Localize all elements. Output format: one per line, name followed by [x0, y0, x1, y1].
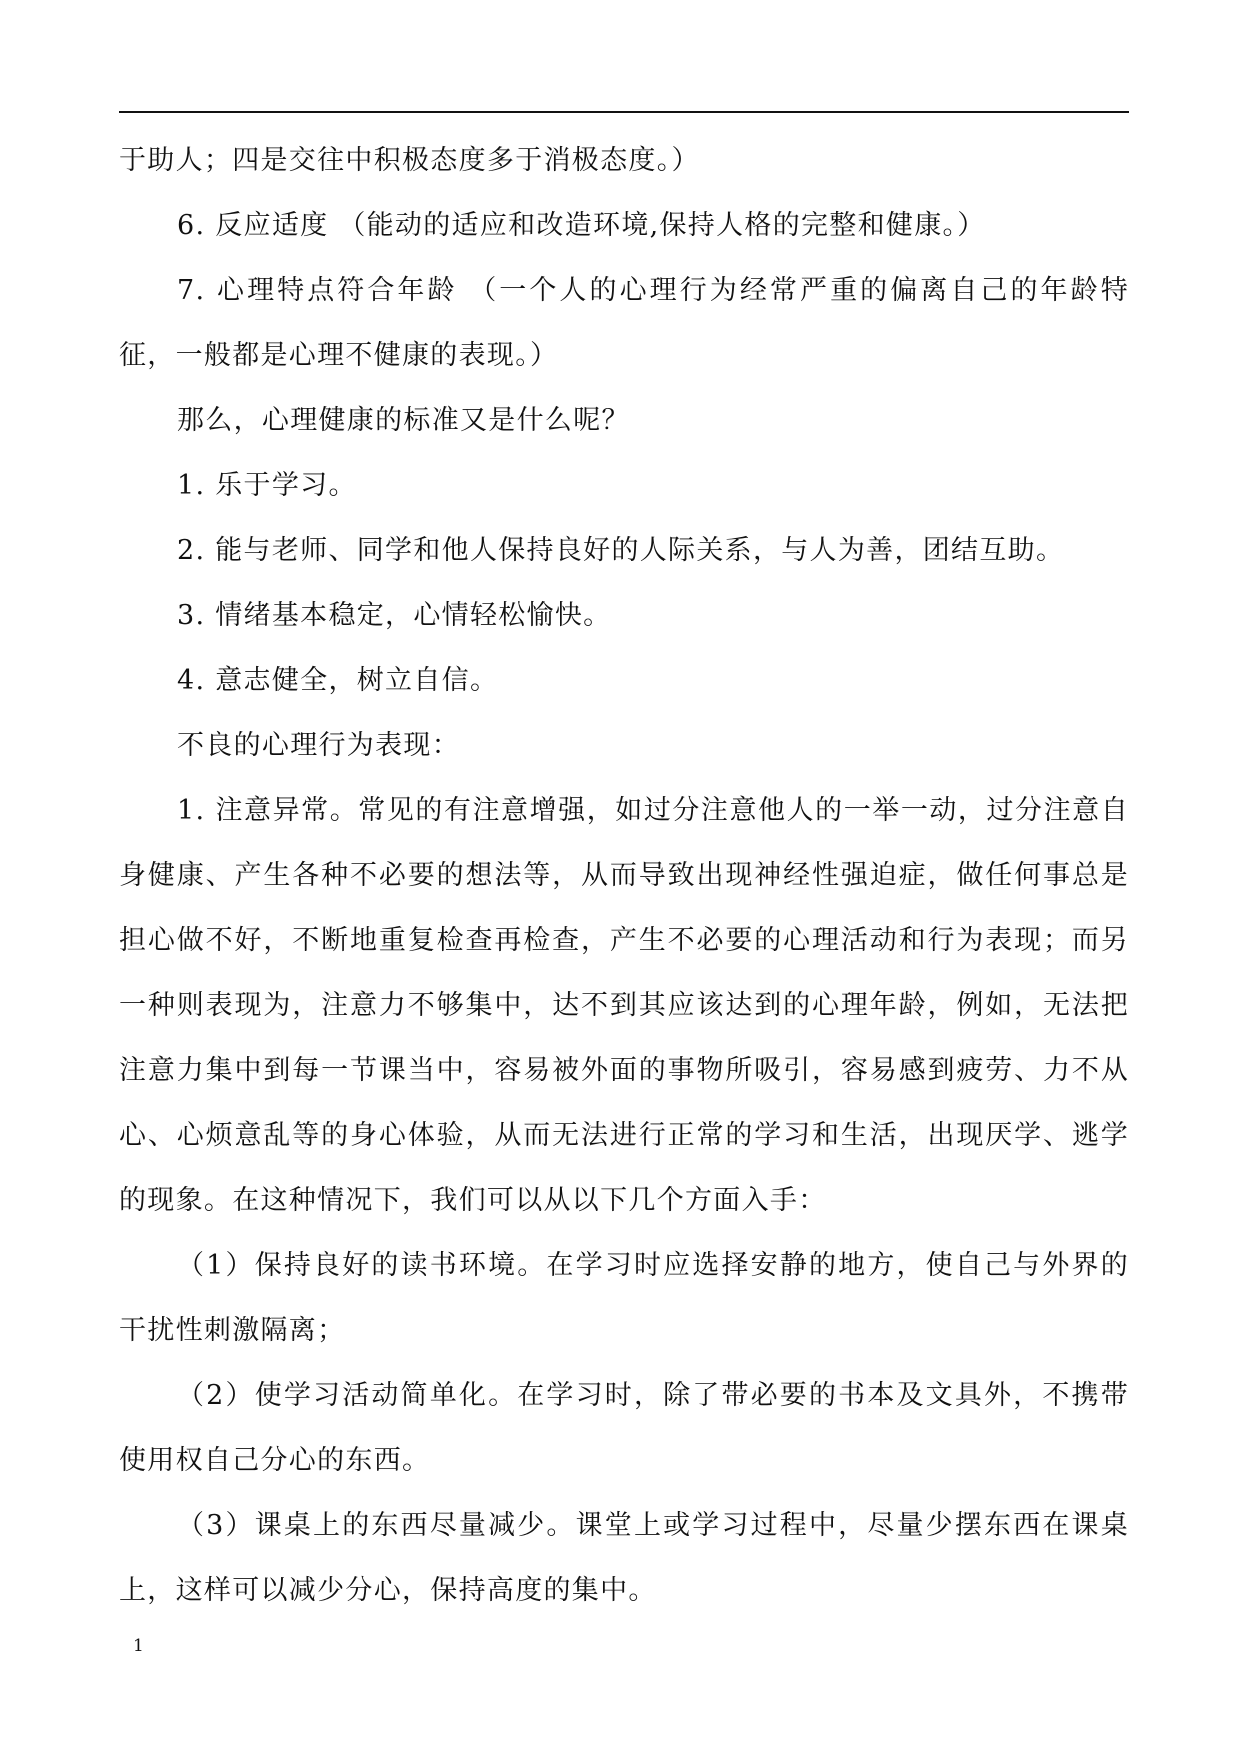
- standard-item-4: 4. 意志健全，树立自信。: [177, 665, 499, 696]
- paragraph-question: 那么，心理健康的标准又是什么呢？: [177, 405, 630, 436]
- bad-behavior-item-1: 1. 注意异常。常见的有注意增强，如过分注意他人的一举一动，过分注意自身健康、产生各种不必要的想法等，从而导致出现神经性强迫症，做任何事总是担心做不好，不断地重复检查再检查，产生不必要的心理活动和行为表现；而另一种则表现为，注意力不够集中，达不到其应该达到的心理年龄，例如，无法把注意力集中到每一节课当中，容易被外面的事物所吸引，容易感到疲劳、力不从心、心烦意乱等的身心体验，从而无法进行正常的学习和生活，出现厌学、逃学的现象。在这种情况下，我们可以从以下几个方面入手：: [119, 795, 1129, 1216]
- paragraph-continuation: 于助人；四是交往中积极态度多于消极态度。）: [119, 145, 700, 176]
- document-body: [119, 128, 1129, 1623]
- paragraph-item-7: 7. 心理特点符合年龄 （一个人的心理行为经常严重的偏离自己的年龄特征，一般都是心理不健康的表现。）: [119, 275, 1129, 371]
- page-number: 1: [133, 1636, 144, 1656]
- measure-item-1: （1）保持良好的读书环境。在学习时应选择安静的地方，使自己与外界的干扰性刺激隔离；: [119, 1250, 1129, 1346]
- section-heading-bad-behavior: 不良的心理行为表现：: [177, 730, 460, 761]
- standard-item-1: 1. 乐于学习。: [177, 470, 357, 501]
- measure-item-2: （2）使学习活动简单化。在学习时，除了带必要的书本及文具外，不携带使用权自己分心的东西。: [119, 1380, 1129, 1476]
- standard-item-3: 3. 情绪基本稳定，心情轻松愉快。: [177, 600, 612, 631]
- measure-item-3: （3）课桌上的东西尽量减少。课堂上或学习过程中，尽量少摆东西在课桌上，这样可以减少分心，保持高度的集中。: [119, 1510, 1129, 1606]
- header-rule: [119, 111, 1129, 113]
- standard-item-2: 2. 能与老师、同学和他人保持良好的人际关系，与人为善，团结互助。: [177, 535, 1065, 566]
- paragraph-item-6: 6. 反应适度 （能动的适应和改造环境,保持人格的完整和健康。）: [177, 210, 986, 241]
